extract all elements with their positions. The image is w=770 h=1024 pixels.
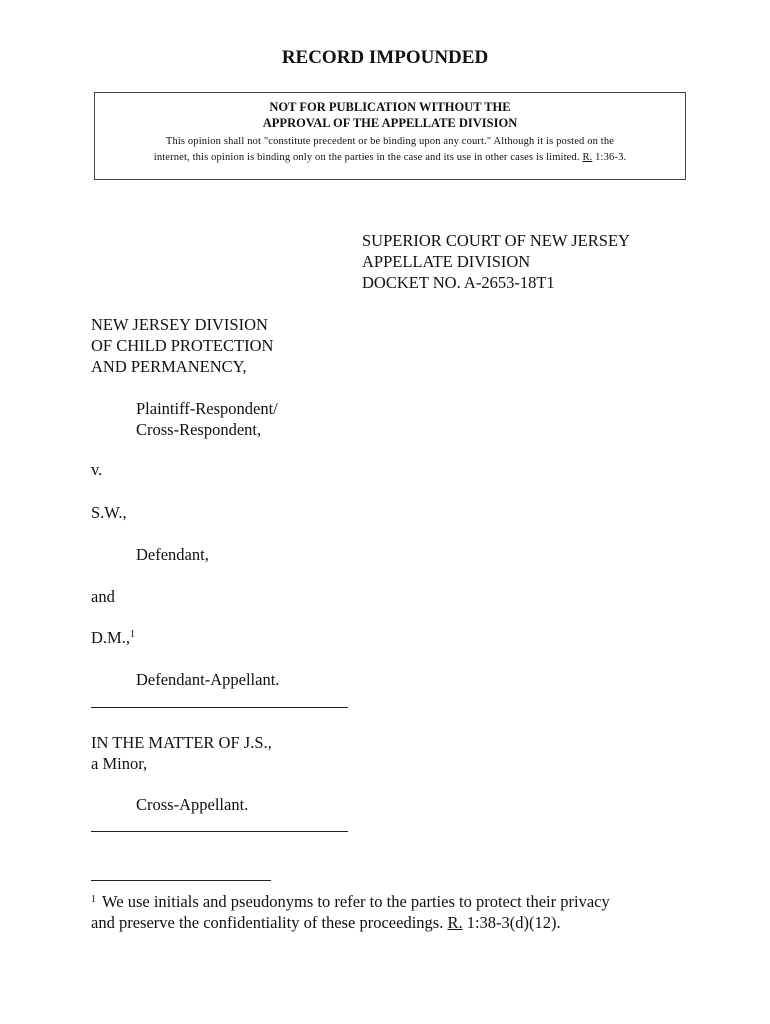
footnote-rule-ref: R. [447,913,463,932]
footnote-number: 1 [91,894,96,905]
footnote-text-line1: We use initials and pseudonyms to refer to the parties to protect their privacy [102,892,610,911]
plaintiff-name-line2: OF CHILD PROTECTION [91,336,274,355]
plaintiff-role-line2: Cross-Respondent, [136,420,262,439]
footnote-text-line2-pre: and preserve the confidentiality of these proceedings. [91,913,448,932]
matter-role: Cross-Appellant. [136,795,249,814]
notice-body-line2-pre: internet, this opinion is binding only on the parties in the case and its use in other cases is limited. [153,152,583,163]
defendant-sw: S.W., [91,503,127,522]
caption-divider [91,707,348,708]
matter-caption [91,732,272,774]
and-conjunction: and [91,587,115,606]
notice-heading-line1: NOT FOR PUBLICATION WITHOUT THE [269,100,511,114]
notice-body-line2-post: 1:36-3. [592,152,627,163]
plaintiff-role-line1: Plaintiff-Respondent/ [136,399,278,418]
footnote-ref: 1 [129,629,135,640]
plaintiff-name-line1: NEW JERSEY DIVISION [91,315,268,334]
court-name: SUPERIOR COURT OF NEW JERSEY [362,231,630,250]
page-title: RECORD IMPOUNDED [281,47,489,68]
defendant-dm-role: Defendant-Appellant. [136,670,280,689]
footnote-text-line2-post: 1:38-3(d)(12). [462,913,561,932]
defendant-sw-role: Defendant, [136,545,209,564]
notice-heading-line2: APPROVAL OF THE APPELLATE DIVISION [262,116,518,130]
defendant-dm [91,627,135,648]
notice-body [95,134,685,166]
court-block [362,230,630,293]
caption-divider [91,831,348,832]
footnote [91,889,691,933]
publication-notice-box [94,92,686,180]
docket-number: DOCKET NO. A-2653-18T1 [362,273,555,292]
versus: v. [91,460,103,479]
defendant-dm-name: D.M., [91,628,130,647]
notice-rule-ref: R. [582,152,593,163]
court-division: APPELLATE DIVISION [362,252,531,271]
matter-line2: a Minor, [91,754,148,773]
plaintiff-name-line3: AND PERMANENCY, [91,357,247,376]
plaintiff-name [91,314,273,377]
footnote-divider [91,880,271,881]
matter-line1: IN THE MATTER OF J.S., [91,733,272,752]
notice-body-line1: This opinion shall not "constitute precedent or be binding upon any court." Although it is posted on the [165,136,615,147]
plaintiff-role [136,398,278,440]
